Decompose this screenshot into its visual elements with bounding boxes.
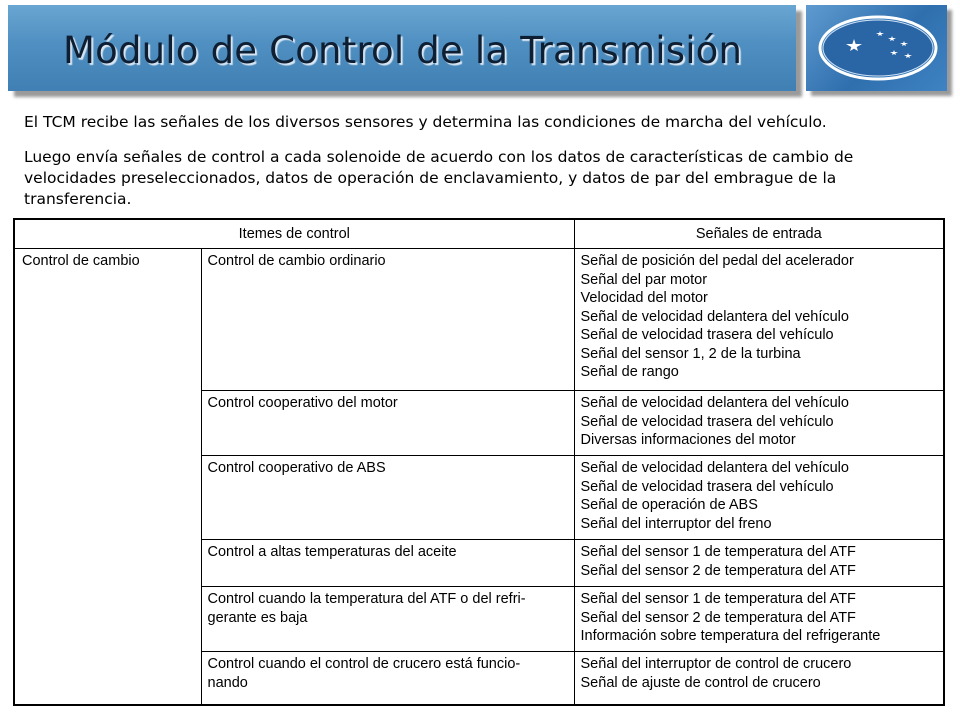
- signal-text: Señal de velocidad trasera del vehículo: [580, 413, 834, 430]
- control-item-cell: [201, 587, 574, 652]
- control-item-cell: [201, 391, 574, 456]
- header-control-items: Itemes de control: [15, 220, 574, 249]
- signal-text: Diversas informaciones del motor: [580, 432, 796, 448]
- control-item-text: nando: [207, 674, 248, 691]
- table-row: [15, 249, 943, 391]
- brand-logo-panel: [806, 5, 947, 91]
- control-item-text: Control a altas temperaturas del aceite: [207, 544, 457, 560]
- control-item-cell: [201, 249, 574, 391]
- control-item-cell: [201, 540, 574, 587]
- subaru-logo-icon: [806, 5, 947, 91]
- signal-text: Señal de velocidad trasera del vehículo: [580, 478, 834, 495]
- control-table: [13, 218, 945, 706]
- signal-text: Señal de posición del pedal del acelerador: [580, 253, 854, 269]
- signals-cell: [574, 587, 943, 652]
- signals-cell: [574, 652, 943, 705]
- signals-cell: [574, 456, 943, 540]
- control-item-text: Control cuando la temperatura del ATF o del refri-: [207, 591, 526, 607]
- control-item-text: Control cooperativo de ABS: [207, 460, 386, 476]
- signal-text: Señal del sensor 1 de temperatura del ATF: [580, 591, 856, 607]
- header-input-signals: Señales de entrada: [574, 220, 943, 249]
- signal-text: Señal de velocidad delantera del vehículo: [580, 308, 849, 325]
- control-item-text: Control cuando el control de crucero está funcio-: [207, 656, 521, 672]
- signal-text: Señal de velocidad delantera del vehículo: [580, 395, 849, 411]
- signal-text: Señal del interruptor de control de crucero: [580, 656, 852, 672]
- signals-cell: [574, 391, 943, 456]
- control-item-text: Control cooperativo del motor: [207, 395, 398, 411]
- category-cell: Control de cambio: [22, 253, 140, 269]
- signal-text: Señal del sensor 2 de temperatura del ATF: [580, 609, 856, 626]
- signal-text: Señal del sensor 1, 2 de la turbina: [580, 345, 801, 362]
- signal-text: Señal de ajuste de control de crucero: [580, 674, 821, 691]
- title-banner: [8, 5, 796, 91]
- signals-cell: [574, 540, 943, 587]
- signal-text: Señal de operación de ABS: [580, 497, 758, 513]
- signal-text: Señal de velocidad delantera del vehículo: [580, 460, 849, 476]
- table-header-row: [15, 220, 943, 249]
- signal-text: Señal del sensor 1 de temperatura del ATF: [580, 544, 856, 560]
- signal-text: Información sobre temperatura del refrigerante: [580, 628, 881, 644]
- control-item-cell: [201, 652, 574, 705]
- page-title: Módulo de Control de la Transmisión: [63, 29, 743, 72]
- signals-cell: [574, 249, 943, 391]
- intro-paragraph-2: Luego envía señales de control a cada solenoide de acuerdo con los datos de características de cambio de velocidades preseleccionados, datos de operación de enclavamiento, y datos de par del embrague de la transferencia.: [24, 148, 854, 208]
- intro-paragraph-1: El TCM recibe las señales de los diversos sensores y determina las condiciones de marcha del vehículo.: [24, 113, 827, 131]
- signal-text: Señal del par motor: [580, 271, 708, 288]
- signal-text: Velocidad del motor: [580, 290, 708, 306]
- control-item-text: Control de cambio ordinario: [207, 253, 386, 269]
- signal-text: Señal de velocidad trasera del vehículo: [580, 327, 834, 343]
- control-item-cell: [201, 456, 574, 540]
- signal-text: Señal del sensor 2 de temperatura del ATF: [580, 562, 856, 579]
- signal-text: Señal del interruptor del freno: [580, 515, 772, 532]
- control-item-text: gerante es baja: [207, 609, 308, 626]
- signal-text: Señal de rango: [580, 364, 679, 380]
